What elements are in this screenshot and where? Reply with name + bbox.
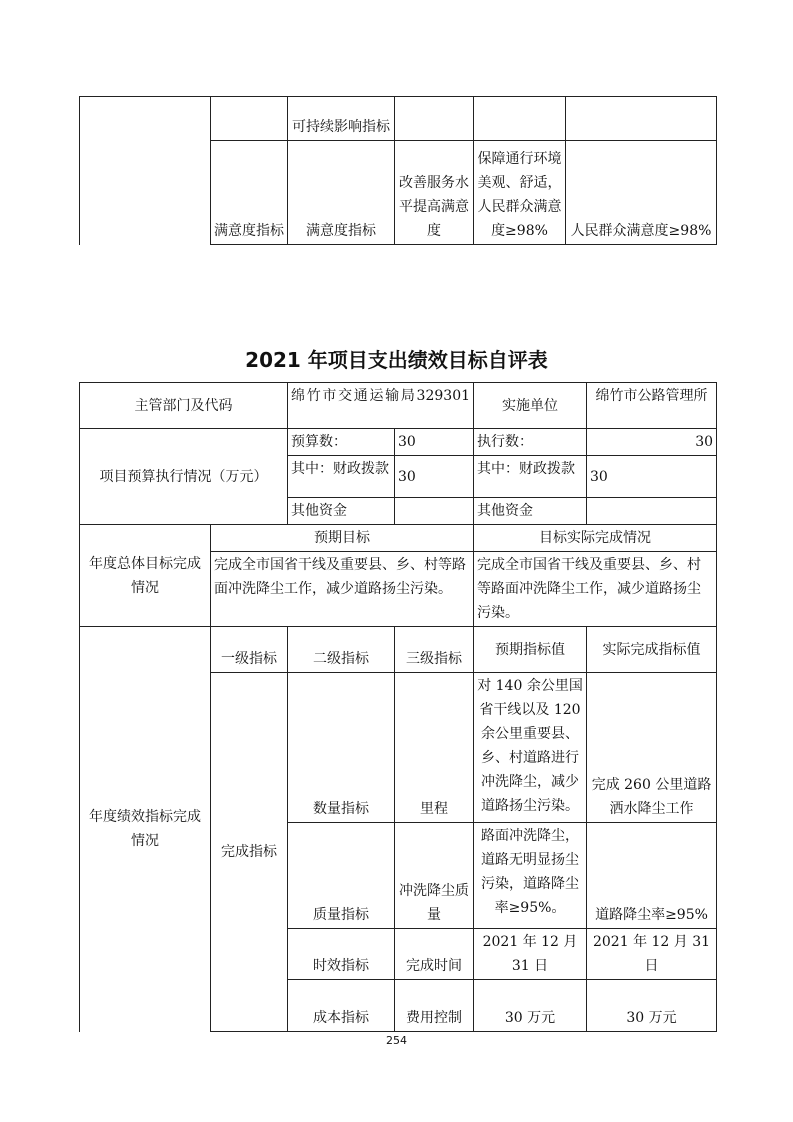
satisfaction-level1-cell: 满意度指标: [211, 141, 288, 245]
table-row-quality-expected: 路面冲洗降尘，道路无明显扬尘污染，道路降尘率≥95%。: [474, 823, 587, 929]
level3-cell: [395, 97, 474, 141]
expected-goal-header: 预期目标: [211, 525, 474, 552]
exec-amount-value: 30: [587, 429, 717, 456]
level1-cell: [211, 97, 288, 141]
other-funds-exec-value: [587, 498, 717, 525]
budget-amount-value: 30: [395, 429, 474, 456]
table-row-quantity-expected: 对 140 余公里国省干线以及 120 余公里重要县、乡、村道路进行冲洗降尘，减少道路扬尘污染。: [474, 673, 587, 823]
satisfaction-level2-cell: 满意度指标: [288, 141, 395, 245]
self-evaluation-table: [79, 382, 717, 1032]
expected-goal-text: 完成全市国省干线及重要县、乡、村等路面冲洗降尘工作，减少道路扬尘污染。: [211, 552, 474, 627]
table-row-timeliness-level3: 完成时间: [395, 929, 474, 980]
satisfaction-level3-cell: 改善服务水平提高满意度: [395, 141, 474, 245]
level1-completion-cell: 完成指标: [211, 673, 288, 1032]
header-level1: 一级指标: [211, 627, 288, 673]
fiscal-exec-value: 30: [587, 456, 717, 498]
satisfaction-expected-cell: 保障通行环境美观、舒适，人民群众满意度≥98%: [474, 141, 566, 245]
actual-goal-header: 目标实际完成情况: [474, 525, 717, 552]
header-level2: 二级指标: [288, 627, 395, 673]
expected-cell: [474, 97, 566, 141]
dept-label: 主管部门及代码: [80, 383, 288, 429]
table-row-quality-level3: 冲洗降尘质量: [395, 823, 474, 929]
table-row-quantity-actual: 完成 260 公里道路洒水降尘工作: [587, 673, 717, 823]
header-expected: 预期指标值: [474, 627, 587, 673]
blank-label-cell: [80, 97, 211, 245]
budget-amount-label: 预算数：: [288, 429, 395, 456]
actual-cell: [566, 97, 717, 141]
unit-label: 实施单位: [474, 383, 587, 429]
table-row-timeliness-actual: 2021 年 12 月 31 日: [587, 929, 717, 980]
indicator-section-label: 年度绩效指标完成情况: [80, 627, 211, 1032]
satisfaction-actual-cell: 人民群众满意度≥98%: [566, 141, 717, 245]
table-row-cost-expected: 30 万元: [474, 980, 587, 1032]
header-level3: 三级指标: [395, 627, 474, 673]
dept-value: 绵竹市交通运输局329301: [288, 383, 474, 429]
fiscal-label: 其中：财政拨款: [288, 456, 395, 498]
fiscal-exec-label: 其中：财政拨款: [474, 456, 587, 498]
exec-amount-label: 执行数：: [474, 429, 587, 456]
fiscal-value: 30: [395, 456, 474, 498]
header-actual: 实际完成指标值: [587, 627, 717, 673]
page-number: 254: [386, 1034, 407, 1047]
table-row-quantity-level3: 里程: [395, 673, 474, 823]
table-row-timeliness-expected: 2021 年 12 月 31 日: [474, 929, 587, 980]
page-title: 2021 年项目支出绩效目标自评表: [245, 348, 548, 372]
table-row-quality-level2: 质量指标: [288, 823, 395, 929]
table-row-timeliness-level2: 时效指标: [288, 929, 395, 980]
budget-label: 项目预算执行情况（万元）: [80, 429, 288, 525]
sustainability-indicator-cell: 可持续影响指标: [288, 97, 395, 141]
unit-value: 绵竹市公路管理所: [587, 383, 717, 429]
other-funds-exec-label: 其他资金: [474, 498, 587, 525]
other-funds-value: [395, 498, 474, 525]
actual-goal-text: 完成全市国省干线及重要县、乡、村等路面冲洗降尘工作，减少道路扬尘污染。: [474, 552, 717, 627]
continued-indicator-table: [79, 96, 717, 245]
table-row-cost-level2: 成本指标: [288, 980, 395, 1032]
table-row-cost-actual: 30 万元: [587, 980, 717, 1032]
annual-goal-label: 年度总体目标完成情况: [80, 525, 211, 627]
table-row-quantity-level2: 数量指标: [288, 673, 395, 823]
table-row-cost-level3: 费用控制: [395, 980, 474, 1032]
other-funds-label: 其他资金: [288, 498, 395, 525]
table-row-quality-actual: 道路降尘率≥95%: [587, 823, 717, 929]
